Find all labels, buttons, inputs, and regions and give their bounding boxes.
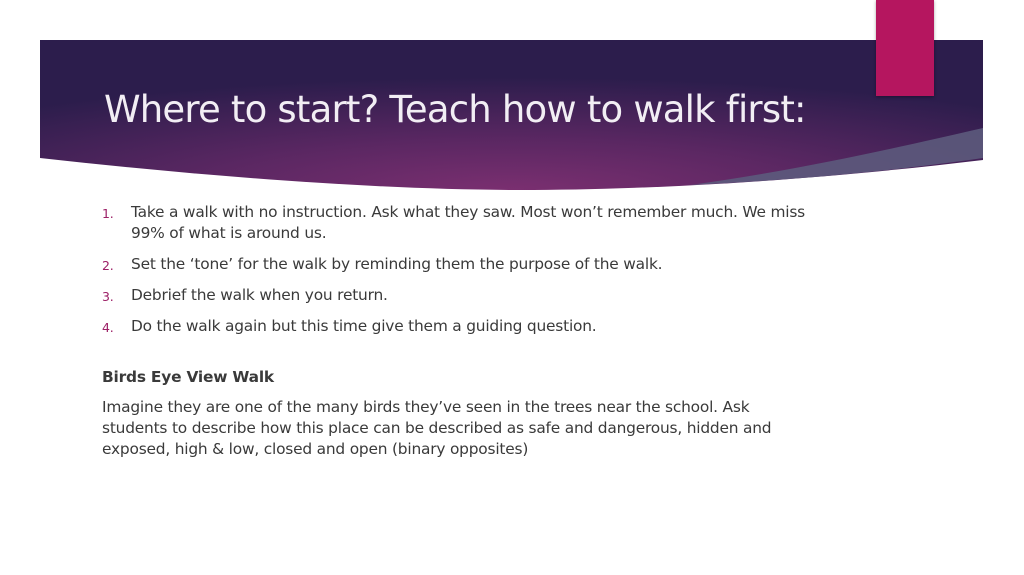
list-item [102,285,822,306]
step-text: Set the ‘tone’ for the walk by reminding them the purpose of the walk. [131,255,663,273]
step-number: 3. [102,289,114,304]
list-item [102,254,822,275]
accent-tab [876,0,934,96]
list-item [102,202,822,244]
list-item [102,316,822,337]
section-paragraph: Imagine they are one of the many birds they’ve seen in the trees near the school. Ask students to describe how this place can be described as safe and dangerous, hidden and exposed, high & low, closed and open (binary opposites) [102,398,772,458]
step-number: 4. [102,320,114,335]
step-text: Take a walk with no instruction. Ask what they saw. Most won’t remember much. We miss 99% of what is around us. [131,203,805,242]
step-number: 1. [102,206,114,221]
steps-list [102,202,822,337]
step-number: 2. [102,258,114,273]
slide-content [102,202,822,460]
section-heading: Birds Eye View Walk [102,368,274,386]
step-text: Debrief the walk when you return. [131,286,388,304]
slide-title: Where to start? Teach how to walk first: [104,88,806,131]
step-text: Do the walk again but this time give them a guiding question. [131,317,597,335]
